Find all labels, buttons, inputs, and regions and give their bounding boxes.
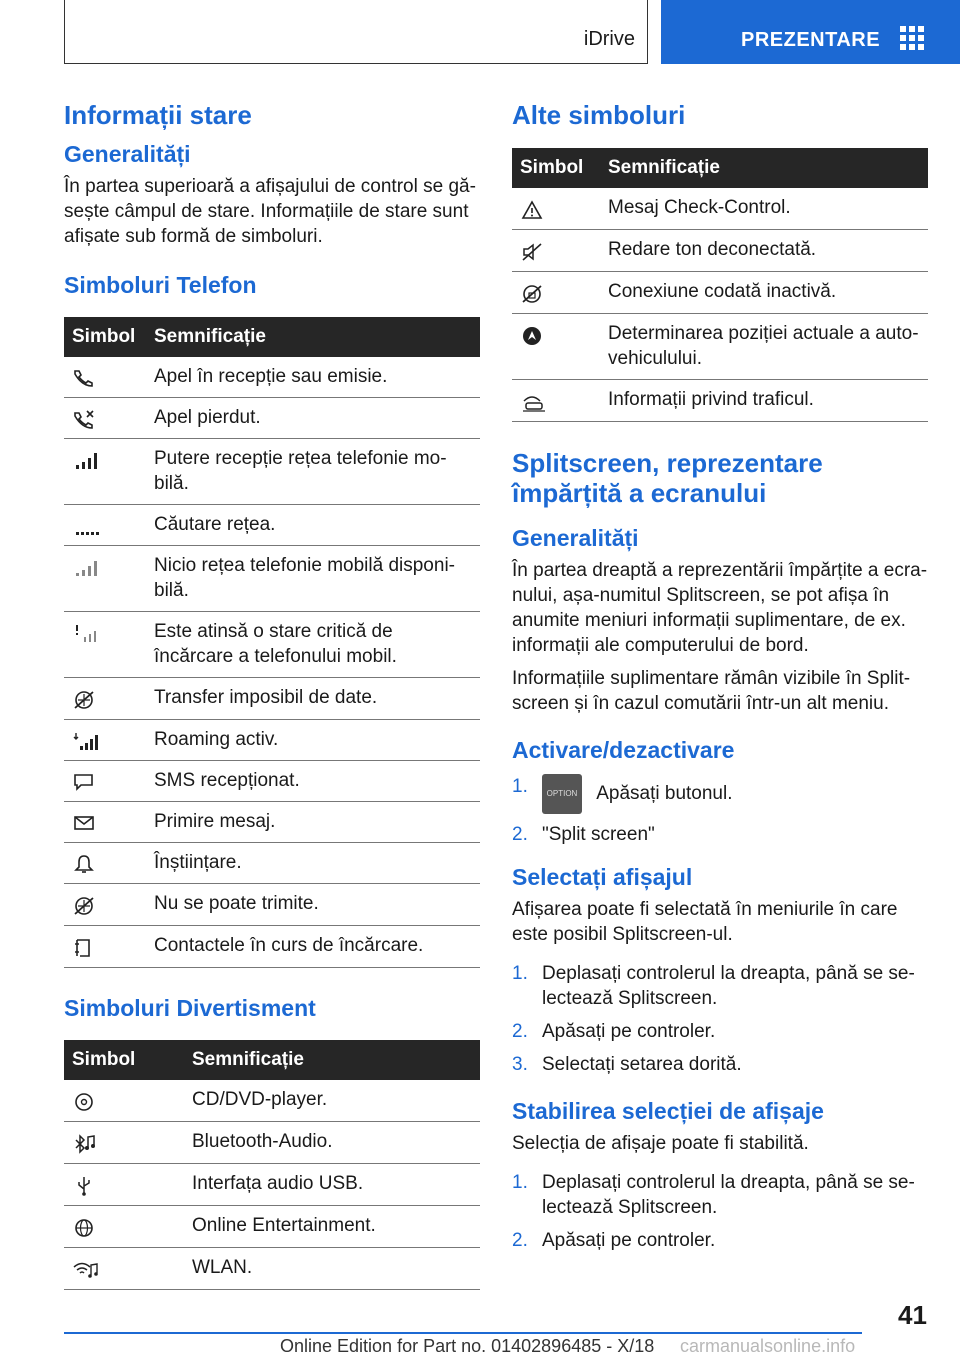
col-symbol-header: Simbol xyxy=(64,1040,184,1080)
table-row xyxy=(64,678,480,720)
table-row xyxy=(64,1206,480,1248)
missed-call-icon xyxy=(72,409,96,429)
step-number: 1. xyxy=(512,963,528,984)
row-text: Online Entertainment. xyxy=(184,1206,480,1248)
online-entertainment-icon xyxy=(72,1217,98,1239)
split-general-heading: Generalități xyxy=(512,525,639,551)
table-row xyxy=(64,505,480,546)
list-item xyxy=(512,1228,928,1253)
table-row xyxy=(64,546,480,612)
table-row xyxy=(64,1164,480,1206)
row-text: Înștiințare. xyxy=(146,843,480,884)
table-row xyxy=(512,272,928,314)
split-paragraph-2: Informațiile suplimentare rămân vizibile în Splitscreen și în cazul comutării într-un alt meniu. xyxy=(512,668,911,714)
phone-symbols-table xyxy=(64,317,480,968)
other-symbols-table xyxy=(512,148,928,422)
step-text: Apăsați pe controler. xyxy=(542,1230,716,1251)
encrypted-off-icon xyxy=(520,283,546,305)
select-display-heading: Selectați afișajul xyxy=(512,864,693,890)
row-text: Putere recepție rețea telefonie mobilă. xyxy=(146,439,480,505)
row-text: Bluetooth-Audio. xyxy=(184,1122,480,1164)
table-row xyxy=(64,802,480,843)
row-text: SMS recepționat. xyxy=(146,761,480,802)
row-text: CD/DVD-player. xyxy=(184,1080,480,1122)
general-heading: Generalități xyxy=(64,141,191,167)
step-text: Apăsați butonul. xyxy=(596,783,733,805)
row-text: Informații privind traficul. xyxy=(600,380,928,422)
disc-icon xyxy=(72,1091,96,1113)
data-blocked-icon xyxy=(72,689,98,711)
header-chapter-box xyxy=(661,0,960,64)
contacts-loading-icon xyxy=(72,937,96,959)
table-row xyxy=(512,230,928,272)
row-text: Roaming activ. xyxy=(146,720,480,761)
table-row xyxy=(64,926,480,968)
left-column xyxy=(64,100,480,1290)
row-text: Primire mesaj. xyxy=(146,802,480,843)
right-column xyxy=(512,100,928,1265)
row-text: WLAN. xyxy=(184,1248,480,1290)
row-text: Determinarea poziției actuale a autovehiculului. xyxy=(600,314,928,380)
step-text: Apăsați pe controler. xyxy=(542,1021,716,1042)
battery-critical-icon xyxy=(72,623,102,643)
bluetooth-audio-icon xyxy=(72,1133,98,1155)
list-item xyxy=(512,774,928,814)
page-number: 41 xyxy=(898,1300,927,1330)
row-text: Apel pierdut. xyxy=(146,398,480,439)
row-text: Transfer imposibil de date. xyxy=(146,678,480,720)
signal-strength-icon xyxy=(72,450,102,470)
mail-icon xyxy=(72,813,96,833)
table-row xyxy=(64,761,480,802)
table-row xyxy=(64,398,480,439)
row-text: Apel în recepție sau emisie. xyxy=(146,357,480,398)
step-number: 1. xyxy=(512,776,528,797)
step-text: Selectați setarea dorită. xyxy=(542,1054,742,1075)
step-number: 3. xyxy=(512,1054,528,1075)
col-symbol-header: Simbol xyxy=(512,148,600,188)
option-button-icon: OPTION xyxy=(542,774,582,814)
wlan-icon xyxy=(72,1259,100,1281)
row-text: Este atinsă o stare critică de încărcare a telefonului mobil. xyxy=(146,612,480,678)
footer-edition-text: Online Edition for Part no. 01402896485 - X/18 xyxy=(280,1336,655,1356)
fix-selection-heading: Stabilirea selecției de afișaje xyxy=(512,1098,824,1124)
list-item xyxy=(512,1052,928,1077)
bell-icon xyxy=(72,854,96,874)
row-text: Nu se poate trimite. xyxy=(146,884,480,926)
col-meaning-header: Semnificație xyxy=(146,317,480,357)
col-symbol-header: Simbol xyxy=(64,317,146,357)
fix-selection-text: Selecția de afișaje poate fi stabilită. xyxy=(512,1133,809,1154)
table-row xyxy=(512,314,928,380)
position-icon xyxy=(520,325,544,347)
no-network-icon xyxy=(72,557,102,577)
select-display-text: Afișarea poate fi selectată în meniurile în care este posibil Splitscreen-ul. xyxy=(512,899,898,945)
header-section-title: iDrive xyxy=(583,28,635,50)
table-row xyxy=(512,188,928,230)
phone-symbols-heading: Simboluri Telefon xyxy=(64,272,257,298)
step-text: Deplasați controlerul la dreapta, până se selectează Splitscreen. xyxy=(542,1172,915,1218)
network-search-icon xyxy=(72,516,102,536)
header-section-box xyxy=(64,0,648,64)
row-text: Mesaj Check-Control. xyxy=(600,188,928,230)
mute-icon xyxy=(520,241,544,263)
list-item xyxy=(512,1170,928,1220)
header-chapter-title: PREZENTARE xyxy=(741,29,881,51)
entertainment-symbols-heading: Simboluri Divertisment xyxy=(64,995,316,1021)
grid-menu-icon xyxy=(900,26,924,50)
splitscreen-title: Splitscreen, reprezentare împărțită a ecranului xyxy=(512,448,823,508)
status-info-title: Informații stare xyxy=(64,100,252,130)
send-blocked-icon xyxy=(72,895,98,917)
row-text: Conexiune codată inactivă. xyxy=(600,272,928,314)
footer-watermark: carmanualsonline.info xyxy=(680,1336,856,1356)
row-text: Nicio rețea telefonie mobilă disponibilă. xyxy=(146,546,480,612)
warning-icon xyxy=(520,199,544,221)
step-number: 2. xyxy=(512,824,528,845)
row-text: Contactele în curs de încărcare. xyxy=(146,926,480,968)
activate-steps xyxy=(512,774,928,847)
activate-heading: Activare/dezactivare xyxy=(512,737,735,763)
list-item xyxy=(512,961,928,1011)
traffic-icon xyxy=(520,391,548,413)
table-row xyxy=(64,1122,480,1164)
fix-steps xyxy=(512,1170,928,1253)
other-symbols-heading: Alte simboluri xyxy=(512,100,686,130)
list-item xyxy=(512,822,928,847)
usb-icon xyxy=(72,1175,96,1197)
table-row xyxy=(64,357,480,398)
select-steps xyxy=(512,961,928,1077)
step-number: 2. xyxy=(512,1230,528,1251)
entertainment-symbols-table xyxy=(64,1040,480,1290)
footer-divider xyxy=(64,1332,862,1334)
step-text: Deplasați controlerul la dreapta, până se selectează Splitscreen. xyxy=(542,963,915,1009)
table-row xyxy=(64,843,480,884)
step-number: 2. xyxy=(512,1021,528,1042)
split-paragraph-1: În partea dreaptă a reprezentării împărțite a ecranului, așa-numitul Splitscreen, se pot afișa în anumite meniuri informații suplimentare, de ex. informații ale computerului de bord. xyxy=(512,560,928,656)
roaming-icon xyxy=(72,731,102,751)
list-item xyxy=(512,1019,928,1044)
table-row xyxy=(64,1080,480,1122)
table-row xyxy=(64,439,480,505)
row-text: Interfața audio USB. xyxy=(184,1164,480,1206)
table-row xyxy=(64,884,480,926)
table-row xyxy=(64,720,480,761)
col-meaning-header: Semnificație xyxy=(600,148,928,188)
table-row xyxy=(512,380,928,422)
table-row xyxy=(64,1248,480,1290)
table-row xyxy=(64,612,480,678)
row-text: Căutare rețea. xyxy=(146,505,480,546)
step-text: "Split screen" xyxy=(542,824,655,845)
step-number: 1. xyxy=(512,1172,528,1193)
sms-icon xyxy=(72,772,96,792)
phone-call-icon xyxy=(72,368,96,388)
general-text: În partea superioară a afișajului de control se găsește câmpul de stare. Informațiile de stare sunt afișate sub formă de simboluri. xyxy=(64,176,476,247)
row-text: Redare ton deconectată. xyxy=(600,230,928,272)
col-meaning-header: Semnificație xyxy=(184,1040,480,1080)
